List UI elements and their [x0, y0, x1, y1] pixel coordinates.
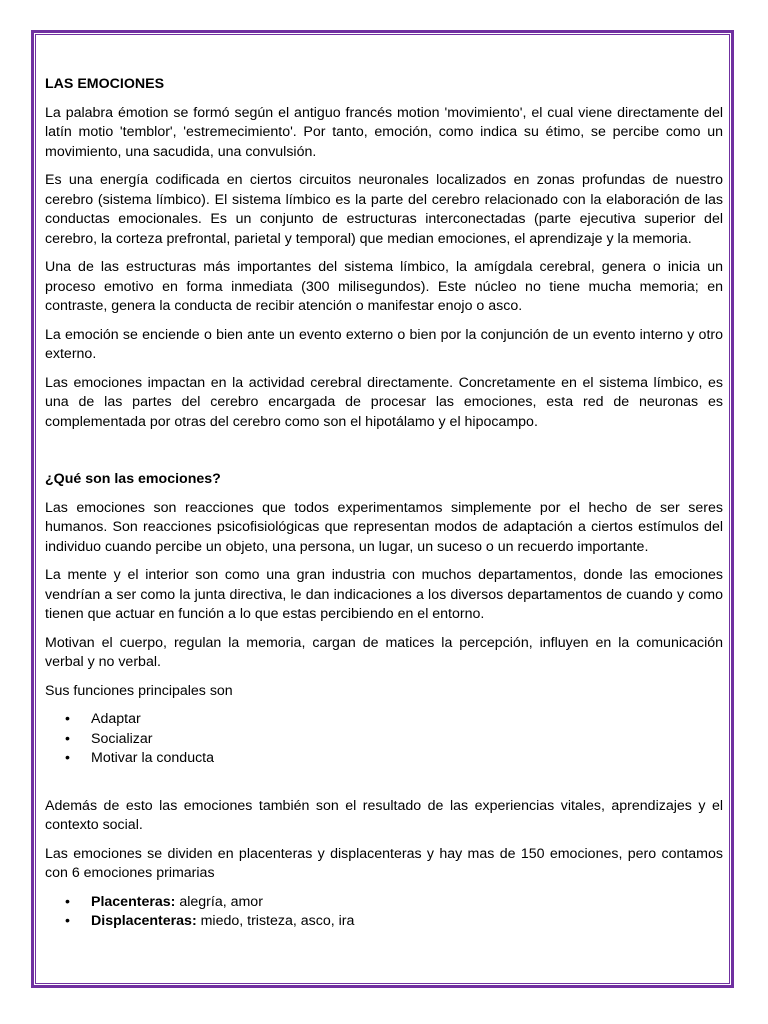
- list-item: [45, 730, 723, 750]
- type-text: miedo, tristeza, asco, ira: [196, 913, 355, 929]
- type-text: alegría, amor: [175, 893, 263, 910]
- list-item: [45, 749, 723, 769]
- functions-intro: Sus funciones principales son: [45, 682, 233, 699]
- document-body: [45, 75, 723, 932]
- section-spacer: [45, 441, 723, 470]
- list-item-text: Motivar la conducta: [91, 750, 215, 766]
- paragraph: La palabra émotion se formó según el antiguo francés motion 'movimiento', el cual viene directamente del latín motio 'temblor', 'estremecimiento'. Por tanto, emoción, como indica su étimo, se percibe como un movimiento, una sacudida, una convulsión.: [45, 104, 723, 160]
- list-item-text: Adaptar: [91, 711, 141, 727]
- paragraph: Es una energía codificada en ciertos circuitos neuronales localizados en zonas profundas de nuestro cerebro (sistema límbico). El sistema límbico es la parte del cerebro relacionado con la elaboración de las conductas emocionales. Es un conjunto de estructuras interconectadas (parte ejecutiva superior del cerebro, la corteza prefrontal, parietal y temporal) que median emociones, el aprendizaje y la memoria.: [45, 172, 723, 247]
- paragraph: Una de las estructuras más importantes del sistema límbico, la amígdala cerebral, genera o inicia un proceso emotivo en forma inmediata (300 milisegundos). Este núcleo no tiene mucha memoria; en contraste, genera la conducta de recibir atención o manifestar enojo o asco.: [45, 259, 723, 314]
- paragraph: Motivan el cuerpo, regulan la memoria, cargan de matices la percepción, influyen en la comunicación verbal y no verbal.: [45, 634, 723, 670]
- emotion-types-list: [45, 893, 723, 932]
- list-item: [45, 710, 723, 730]
- bullet-icon: •: [65, 711, 70, 727]
- paragraph: Las emociones impactan en la actividad cerebral directamente. Concretamente en el sistema límbico, es una de las partes del cerebro encargada de procesar las emociones, esta red de neuronas es complementada por otras del cerebro como son el hipotálamo y el hipocampo.: [45, 374, 723, 430]
- section-title-las-emociones: LAS EMOCIONES: [45, 76, 165, 92]
- bullet-icon: •: [65, 750, 70, 766]
- section-title-que-son: ¿Qué son las emociones?: [45, 471, 221, 487]
- paragraph: Las emociones se dividen en placenteras y displacenteras y hay mas de 150 emociones, pero contamos con 6 emociones primarias: [45, 845, 723, 881]
- functions-list: [45, 710, 723, 769]
- list-item: [45, 893, 723, 913]
- bullet-icon: •: [65, 893, 70, 910]
- paragraph: La mente y el interior son como una gran industria con muchos departamentos, donde las emociones vendrían a ser como la junta directiva, le dan indicaciones a los diversos departamentos de cuando y como tienen que actuar en función a lo que estas percibiendo en el entorno.: [45, 567, 723, 622]
- type-label: Placenteras:: [91, 893, 176, 910]
- list-spacer: [45, 769, 723, 797]
- paragraph: La emoción se enciende o bien ante un evento externo o bien por la conjunción de un evento interno y otro externo.: [45, 326, 723, 362]
- paragraph: Además de esto las emociones también son el resultado de las experiencias vitales, aprendizajes y el contexto social.: [45, 797, 723, 833]
- paragraph: Las emociones son reacciones que todos experimentamos simplemente por el hecho de ser seres humanos. Son reacciones psicofisiológicas que representan modos de adaptación a ciertos estímulos del individuo cuando percibe un objeto, una persona, un lugar, un suceso o un recuerdo importante.: [45, 499, 723, 555]
- bullet-icon: •: [65, 913, 70, 929]
- list-item-text: Socializar: [91, 730, 153, 747]
- type-label: Displacenteras:: [91, 913, 197, 929]
- bullet-icon: •: [65, 730, 70, 747]
- list-item: [45, 912, 723, 932]
